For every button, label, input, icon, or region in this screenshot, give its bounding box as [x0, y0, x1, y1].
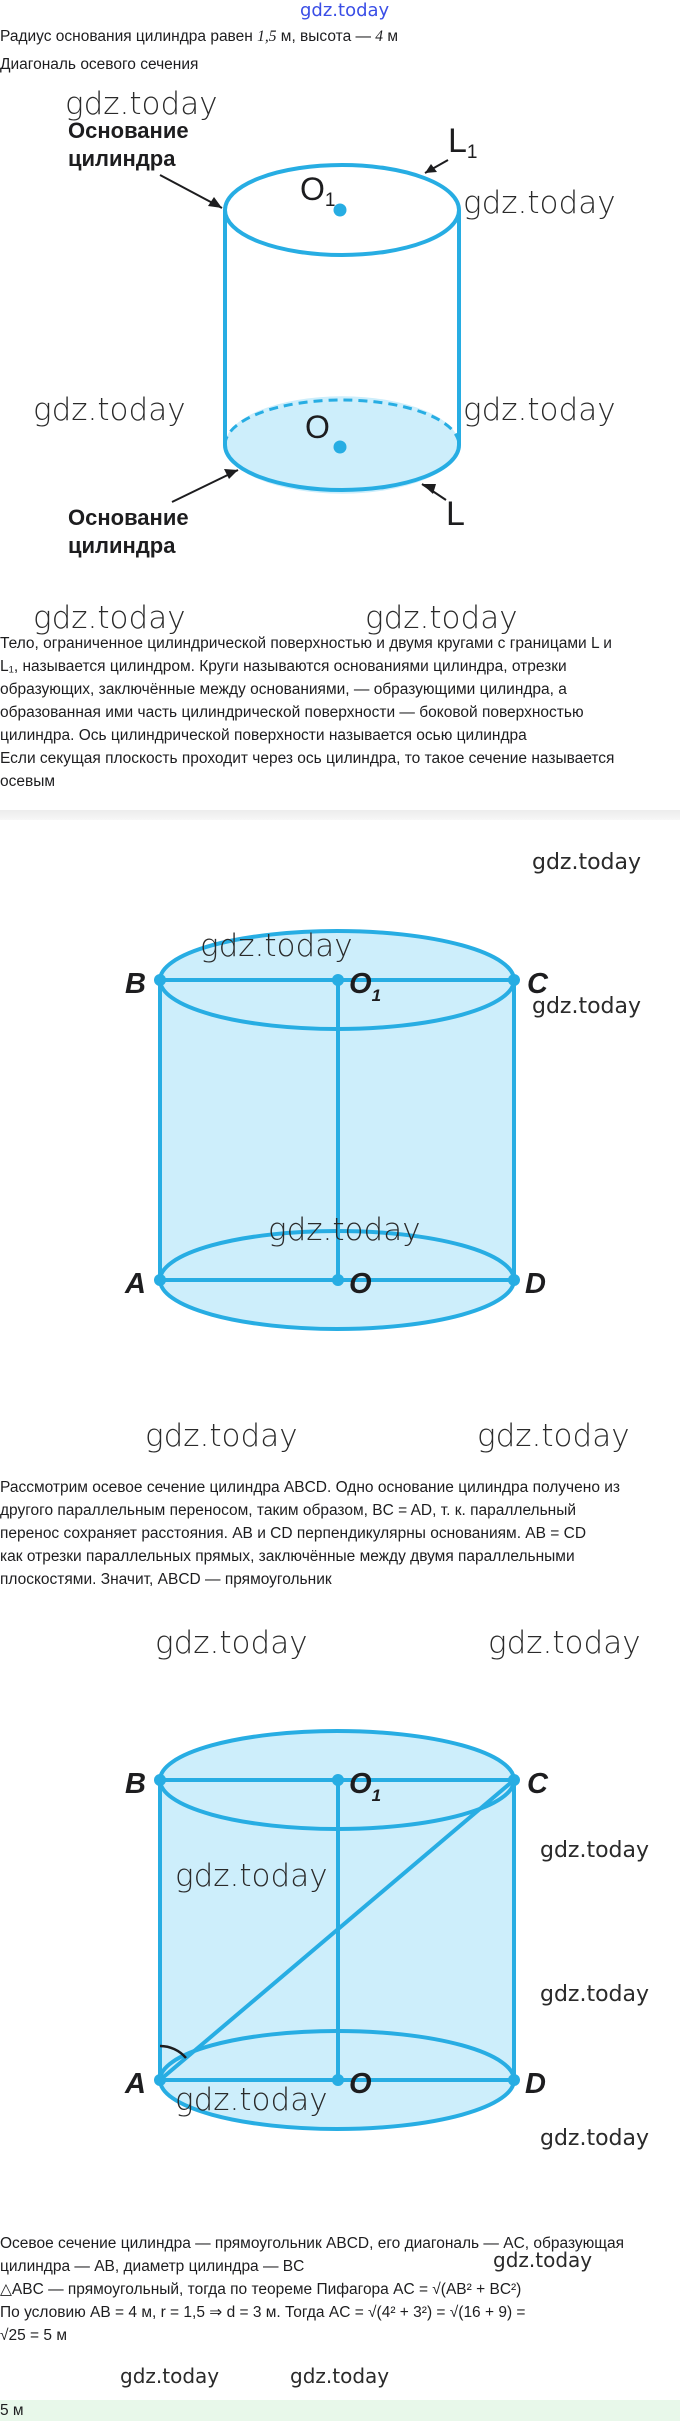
watermark: gdz.today [175, 1858, 328, 1894]
watermark: gdz.today [532, 994, 642, 1019]
paragraph-solution: Осевое сечение цилиндра — прямоугольник ABCD, его диагональ — AC, образующая цилиндра — AB, диаметр цилиндра — BC △ABC — прямоугольный, тогда по теореме Пифагора AC = √(AB² + BC²) По условию AB = 4 м, r = 1,5 ⇒ d = 3 м. Тогда AC = √(4² + 3²) = √(16 + 9) = √25 = 5 м [0, 2235, 625, 2344]
label-d: D [525, 1268, 546, 1300]
point-b [154, 974, 166, 986]
watermark: gdz.today [540, 1838, 650, 1863]
label-o: O [305, 409, 330, 445]
label-a: A [125, 2068, 146, 2100]
label-l: L [446, 495, 465, 533]
figure-cylinder-bases [0, 70, 680, 590]
label-c: C [527, 968, 548, 1000]
intro-line-1: Радиус основания цилиндра равен 1,5 м, высота — 4 м [0, 28, 399, 45]
watermark: gdz.today [477, 1418, 630, 1454]
label-c: C [527, 1768, 548, 1800]
paragraph-axial-section-proof: Рассмотрим осевое сечение цилиндра ABCD. Одно основание цилиндра получено из другого параллельным переносом, таким образом, BC = AD, т. к. параллельный перенос сохраняет расстояния. AB и CD перпендикулярны основаниям. AB = CD как отрезки параллельных прямых, заключённые между двумя параллельными плоскостями. Значит, ABCD — прямоугольник [0, 1479, 621, 1588]
point-o1 [332, 1774, 344, 1786]
watermark: gdz.today [493, 2248, 593, 2272]
point-o1 [332, 974, 344, 986]
intro-line-2: Диагональ осевого сечения [0, 56, 199, 73]
paragraph-cylinder-definition: Тело, ограниченное цилиндрической поверхностью и двумя кругами с границами L и L₁, называется цилиндром. Круги называются основаниями цилиндра, отрезки образующих, заключённые между основаниями, — образующими цилиндра, а образованная ими часть цилиндрической поверхности — боковой поверхностью цилиндра. Ось цилиндрической поверхности называется осью цилиндра Если секущая плоскость проходит через ось цилиндра, то такое сечение называется осевым [0, 635, 615, 790]
point-a [154, 2074, 166, 2086]
section-divider [0, 810, 680, 820]
label-bottom-base-line1: Основание [68, 505, 189, 530]
answer-text: 5 м [0, 2402, 24, 2419]
label-o: O [349, 1268, 372, 1300]
watermark: gdz.today [540, 2126, 650, 2151]
watermark: gdz.today [145, 1418, 298, 1454]
point-c [508, 974, 520, 986]
point-a [154, 1274, 166, 1286]
header-watermark: gdz.today [300, 0, 390, 21]
watermark: gdz.today [120, 2364, 220, 2388]
watermark: gdz.today [540, 1982, 650, 2007]
center-o-dot [334, 441, 347, 454]
watermark: gdz.today [155, 1625, 308, 1661]
label-top-base-line1: Основание [68, 118, 189, 143]
watermark: gdz.today [463, 185, 616, 221]
watermark: gdz.today [488, 1625, 641, 1661]
watermark: gdz.today [463, 392, 616, 428]
label-top-base-line2: цилиндра [68, 146, 176, 171]
watermark: gdz.today [175, 2082, 328, 2118]
answer-bar [0, 2400, 680, 2421]
point-b [154, 1774, 166, 1786]
watermark: gdz.today [33, 600, 186, 636]
watermark: gdz.today [200, 928, 353, 964]
label-o1: $O_1$ [349, 968, 382, 1005]
label-b: B [125, 968, 146, 1000]
arrow-bottom-base-head [224, 469, 238, 479]
label-b: B [125, 1768, 146, 1800]
point-c [508, 1774, 520, 1786]
watermark: gdz.today [33, 392, 186, 428]
label-l1: L1 [448, 122, 478, 163]
point-d [508, 1274, 520, 1286]
watermark: gdz.today [532, 850, 642, 875]
point-d [508, 2074, 520, 2086]
label-a: A [125, 1268, 146, 1300]
point-o [332, 2074, 344, 2086]
watermark: gdz.today [290, 2364, 390, 2388]
figure-diagonal-section [0, 1680, 680, 2160]
label-o1: $O_1$ [349, 1768, 382, 1805]
label-o1: O1 [300, 171, 336, 211]
watermark: gdz.today [65, 86, 218, 122]
watermark: gdz.today [268, 1212, 421, 1248]
label-bottom-base-line2: цилиндра [68, 533, 176, 558]
label-o: O [349, 2068, 372, 2100]
watermark: gdz.today [365, 600, 518, 636]
point-o [332, 1274, 344, 1286]
arrow-l1-head [425, 164, 437, 173]
label-d: D [525, 2068, 546, 2100]
